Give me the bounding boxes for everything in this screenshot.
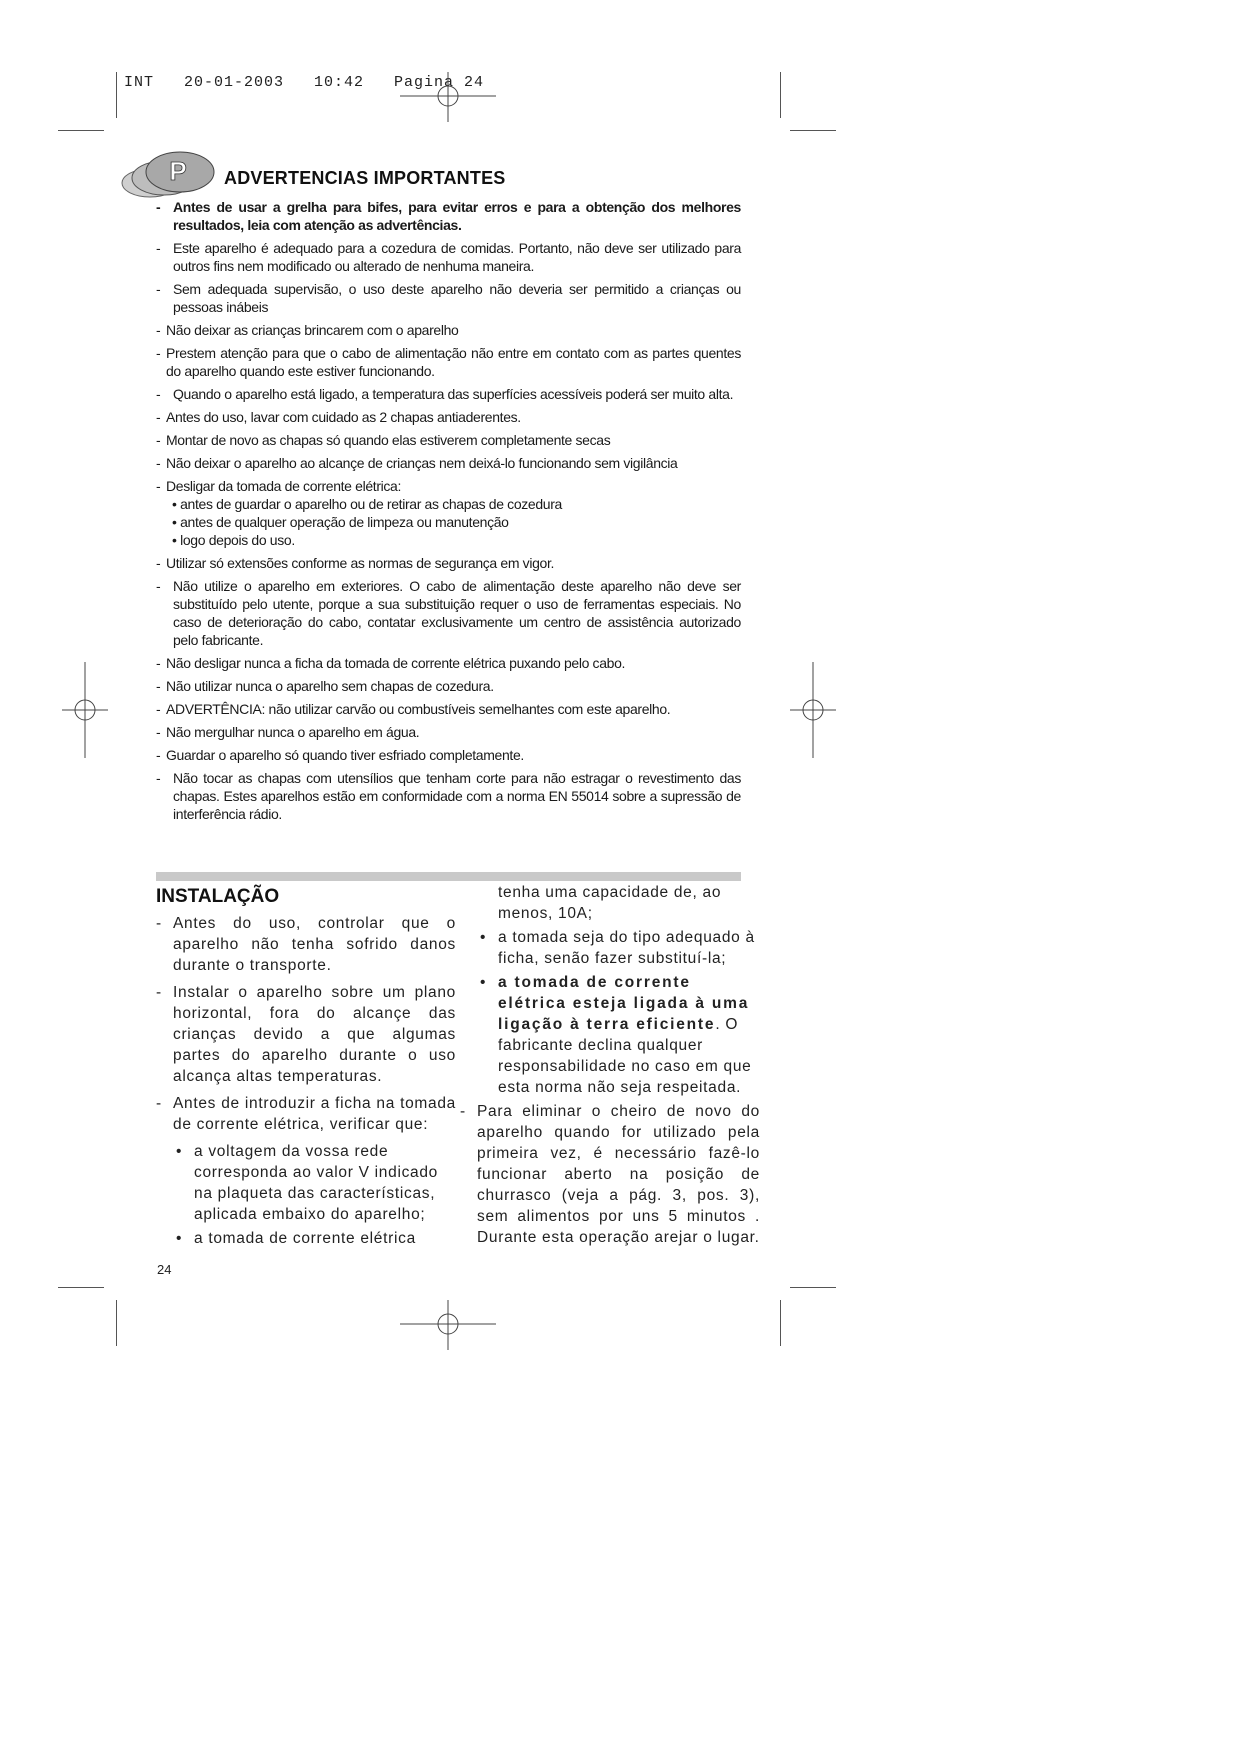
crop-mark xyxy=(58,1287,104,1288)
crop-mark xyxy=(116,72,117,118)
list-item: - Não tocar as chapas com utensílios que tenham corte para não estragar o revestimento das chapas. Estes aparelhos estão em conformidade com a norma EN 55014 sobre a supressão de interferência rádio. xyxy=(156,770,741,822)
list-item: - Guardar o aparelho só quando tiver esfriado completamente. xyxy=(156,747,524,763)
list-item: - Não mergulhar nunca o aparelho em água. xyxy=(156,724,420,740)
sub-item: • antes de qualquer operação de limpeza ou manutenção xyxy=(172,514,509,530)
print-header: INT 20-01-2003 10:42 Pagina 24 xyxy=(124,74,485,91)
badge-letter: P xyxy=(169,156,187,186)
warnings-title: ADVERTENCIAS IMPORTANTES xyxy=(224,168,506,188)
registration-mark-icon xyxy=(400,72,496,122)
list-item: - Não utilize o aparelho em exteriores. O cabo de alimentação deste aparelho não deve ser substituído pelo utente, porque a sua substituição requer o uso de ferramentas especiais. No caso de deterioração do cabo, contatar exclusivamente um centro de assistência autorizado pelo fabricante. xyxy=(156,578,741,648)
list-item: - Não deixar as crianças brincarem com o aparelho xyxy=(156,322,459,338)
list-item: - Este aparelho é adequado para a cozedura de comidas. Portanto, não deve ser utilizado para outros fins nem modificado ou alterado de nenhuma maneira. xyxy=(156,240,741,274)
crop-mark xyxy=(116,1300,117,1346)
crop-mark xyxy=(790,130,836,131)
page-number: 24 xyxy=(157,1262,172,1277)
bullet-item: • a tomada de corrente elétrica esteja ligada à uma ligação à terra eficiente. O fabricante declina qualquer responsabilidade no caso em que esta norma não seja respeitada. xyxy=(480,974,752,1096)
list-item: - Antes do uso, lavar com cuidado as 2 chapas antiaderentes. xyxy=(156,409,521,425)
bullet-item: • a tomada seja do tipo adequado à ficha, senão fazer substituí-la; xyxy=(480,929,755,967)
sub-item: • antes de guardar o aparelho ou de retirar as chapas de cozedura xyxy=(172,496,562,512)
paragraph: - Antes do uso, controlar que o aparelho não tenha sofrido danos durante o transporte. xyxy=(156,915,456,974)
paragraph: - Antes de introduzir a ficha na tomada de corrente elétrica, verificar que: xyxy=(156,1095,456,1133)
registration-mark-icon xyxy=(400,1300,496,1350)
bullet-continuation: tenha uma capacidade de, ao menos, 10A; xyxy=(498,884,722,922)
list-item: - Não deixar o aparelho ao alcançe de crianças nem deixá-lo funcionando sem vigilância xyxy=(156,455,678,471)
paragraph: - Instalar o aparelho sobre um plano horizontal, fora do alcançe das crianças devido a que algumas partes do aparelho durante o uso alcança altas temperaturas. xyxy=(156,984,456,1085)
list-item: - Antes de usar a grelha para bifes, para evitar erros e para a obtenção dos melhores resultados, leia com atenção as advertências. xyxy=(156,199,741,233)
list-item: - Quando o aparelho está ligado, a temperatura das superfícies acessíveis poderá ser muito alta. xyxy=(156,386,734,402)
list-item: - Desligar da tomada de corrente elétrica: • antes de guardar o aparelho ou de retirar as chapas de cozedura • antes de qualquer operação de limpeza ou manutenção • logo depois do uso. xyxy=(156,477,741,549)
list-item: - ADVERTÊNCIA: não utilizar carvão ou combustíveis semelhantes com este aparelho. xyxy=(156,701,671,717)
section-divider xyxy=(156,872,741,881)
registration-mark-icon xyxy=(790,662,836,758)
list-item: - Montar de novo as chapas só quando elas estiverem completamente secas xyxy=(156,432,611,448)
sub-item: • logo depois do uso. xyxy=(172,532,295,548)
warnings-list xyxy=(156,198,741,828)
installation-right-column xyxy=(460,882,760,1254)
list-item: - Utilizar só extensões conforme as normas de segurança em vigor. xyxy=(156,555,555,571)
installation-left-column xyxy=(156,882,456,1252)
crop-mark xyxy=(58,130,104,131)
list-item: - Prestem atenção para que o cabo de alimentação não entre em contato com as partes quentes do aparelho quando este estiver funcionando. xyxy=(156,345,741,379)
bullet-item: • a tomada de corrente elétrica xyxy=(176,1230,416,1247)
list-item: - Não desligar nunca a ficha da tomada de corrente elétrica puxando pelo cabo. xyxy=(156,655,626,671)
crop-mark xyxy=(780,72,781,118)
list-item: - Sem adequada supervisão, o uso deste aparelho não deveria ser permitido a crianças ou pessoas inábeis xyxy=(156,281,741,315)
list-item: - Não utilizar nunca o aparelho sem chapas de cozedura. xyxy=(156,678,494,694)
crop-mark xyxy=(780,1300,781,1346)
bullet-item: • a voltagem da vossa rede corresponda ao valor V indicado na plaqueta das características, aplicada embaixo do aparelho; xyxy=(176,1143,439,1223)
installation-title: INSTALAÇÃO xyxy=(156,886,280,907)
crop-mark xyxy=(790,1287,836,1288)
paragraph: - Para eliminar o cheiro de novo do aparelho quando for utilizado pela primeira vez, é necessário fazê-lo funcionar aberto na posição de churrasco (veja a pág. 3, pos. 3), sem alimentos por uns 5 minutos . Durante esta operação arejar o lugar. xyxy=(460,1103,760,1246)
registration-mark-icon xyxy=(62,662,108,758)
